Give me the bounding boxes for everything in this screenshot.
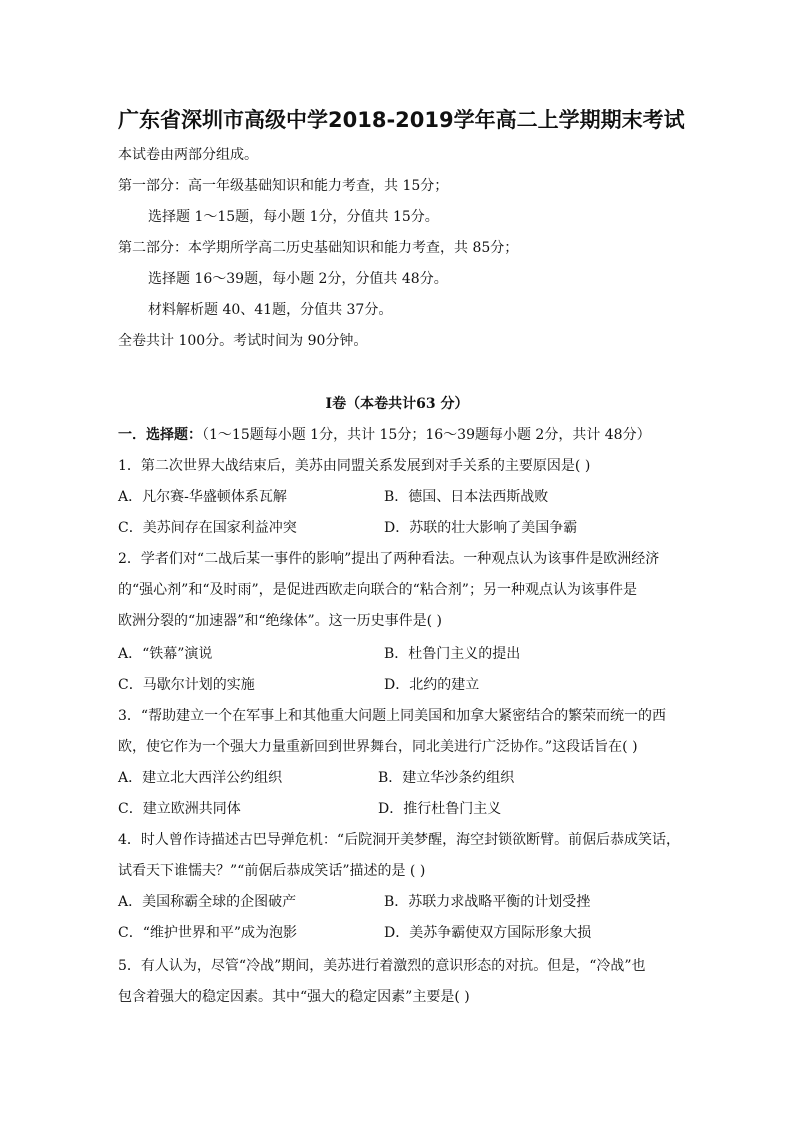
intro-line: 选择题 1～15题，每小题 1分，分值共 15分。	[148, 209, 439, 225]
option-c: C．建立欧洲共同体	[118, 801, 241, 817]
question-stem: 3．“帮助建立一个在军事上和其他重大问题上同美国和加拿大紧密结合的繁荣而统一的西	[118, 708, 667, 724]
section-heading	[118, 425, 651, 445]
option-d: D．美苏争霸使双方国际形象大损	[384, 925, 592, 941]
section-heading-note: （1～15题每小题 1分，共计 15分；16～39题每小题 2分，共计 48分）	[202, 427, 651, 443]
option-a: A．美国称霸全球的企图破产	[118, 894, 297, 910]
option-c: C．“维护世界和平”成为泡影	[118, 925, 298, 941]
question-stem: 4．时人曾作诗描述古巴导弹危机：“后院洞开美梦醒，海空封锁欲断臂。前倨后恭成笑话，	[118, 832, 681, 848]
option-b: B．建立华沙条约组织	[378, 770, 515, 786]
question-stem: 2．学者们对“二战后某一事件的影响”提出了两种看法。一种观点认为该事件是欧洲经济	[118, 551, 660, 567]
intro-line: 全卷共计 100分。考试时间为 90分钟。	[118, 333, 368, 349]
exam-title: 广东省深圳市高级中学2018-2019学年高二上学期期末考试	[118, 108, 685, 132]
question-stem: 欧，使它作为一个强大力量重新回到世界舞台，同北美进行广泛协作。”这段话旨在( )	[118, 739, 638, 755]
option-c: C．马歇尔计划的实施	[118, 677, 255, 693]
option-a: A．凡尔赛-华盛顿体系瓦解	[118, 489, 287, 505]
intro-line: 本试卷由两部分组成。	[118, 147, 258, 163]
option-d: D．苏联的壮大影响了美国争霸	[384, 520, 578, 536]
question-stem: 的“强心剂”和“及时雨”，是促进西欧走向联合的“粘合剂”；另一种观点认为该事件是	[118, 582, 637, 598]
question-stem: 1．第二次世界大战结束后，美苏由同盟关系发展到对手关系的主要原因是( )	[118, 458, 591, 474]
question-stem: 试看天下谁懦夫？”“前倨后恭成笑话”描述的是 ( )	[118, 863, 426, 879]
option-b: B．杜鲁门主义的提出	[384, 646, 521, 662]
intro-line: 第一部分：高一年级基础知识和能力考查，共 15分；	[118, 178, 449, 194]
option-c: C．美苏间存在国家利益冲突	[118, 520, 297, 536]
option-a: A．“铁幕”演说	[118, 646, 213, 662]
intro-line: 第二部分：本学期所学高二历史基础知识和能力考查，共 85分；	[118, 240, 519, 256]
intro-line: 选择题 16～39题，每小题 2分，分值共 48分。	[148, 271, 448, 287]
option-b: B．苏联力求战略平衡的计划受挫	[384, 894, 591, 910]
option-b: B．德国、日本法西斯战败	[384, 489, 549, 505]
question-stem: 5．有人认为，尽管“冷战”期间，美苏进行着激烈的意识形态的对抗。但是，“冷战”也	[118, 958, 646, 974]
option-d: D．北约的建立	[384, 677, 480, 693]
section-heading-label: 一．选择题：	[118, 427, 202, 443]
option-d: D．推行杜鲁门主义	[378, 801, 502, 817]
question-stem: 欧洲分裂的“加速器”和“绝缘体”。这一历史事件是( )	[118, 613, 443, 629]
intro-line: 材料解析题 40、41题，分值共 37分。	[148, 302, 393, 318]
section-title: Ⅰ卷（本卷共计63 分）	[325, 396, 469, 412]
option-a: A．建立北大西洋公约组织	[118, 770, 283, 786]
question-stem: 包含着强大的稳定因素。其中“强大的稳定因素”主要是( )	[118, 989, 470, 1005]
